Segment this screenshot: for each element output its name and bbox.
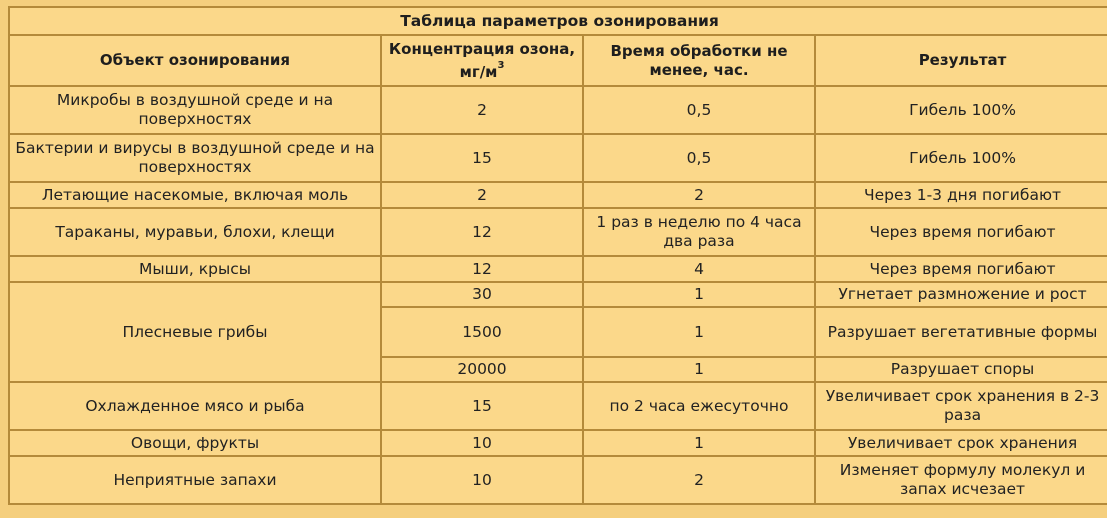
header-concentration [382, 36, 582, 85]
cell-object: Мыши, крысы [10, 257, 380, 281]
cell-result: Разрушает вегетативные формы [816, 308, 1107, 356]
header-result: Результат [816, 36, 1107, 85]
table-row [10, 209, 1107, 255]
cell-concentration: 1500 [382, 308, 582, 356]
cell-result: Увеличивает срок хранения в 2-3 раза [816, 383, 1107, 429]
table-row [10, 283, 1107, 306]
cell-concentration: 2 [382, 183, 582, 207]
cell-concentration: 12 [382, 209, 582, 255]
cell-result: Изменяет формулу молекул и запах исчезает [816, 457, 1107, 503]
table-row [10, 183, 1107, 207]
cell-object: Микробы в воздушной среде и на поверхностях [10, 87, 380, 133]
cell-time: 2 [584, 183, 814, 207]
cell-concentration: 10 [382, 457, 582, 503]
cell-object: Тараканы, муравьи, блохи, клещи [10, 209, 380, 255]
header-row [10, 36, 1107, 85]
header-time: Время обработки не менее, час. [584, 36, 814, 85]
cell-object: Бактерии и вирусы в воздушной среде и на поверхностях [10, 135, 380, 181]
cell-concentration: 30 [382, 283, 582, 306]
cell-time: по 2 часа ежесуточно [584, 383, 814, 429]
cell-concentration: 20000 [382, 358, 582, 381]
cell-concentration: 12 [382, 257, 582, 281]
cell-object: Охлажденное мясо и рыба [10, 383, 380, 429]
header-concentration-text: Концентрация озона, мг/м [388, 39, 576, 81]
cell-result: Через время погибают [816, 257, 1107, 281]
cell-time: 4 [584, 257, 814, 281]
table-row [10, 431, 1107, 455]
cell-time: 2 [584, 457, 814, 503]
cell-object: Овощи, фрукты [10, 431, 380, 455]
cell-time: 1 раз в неделю по 4 часа два раза [584, 209, 814, 255]
cell-time: 1 [584, 308, 814, 356]
cell-time: 1 [584, 431, 814, 455]
cell-object: Летающие насекомые, включая моль [10, 183, 380, 207]
table-row [10, 87, 1107, 133]
table-row [10, 457, 1107, 503]
cell-time: 1 [584, 283, 814, 306]
cell-result: Через 1-3 дня погибают [816, 183, 1107, 207]
cell-concentration: 2 [382, 87, 582, 133]
ozonation-parameters-table [8, 6, 1107, 505]
cell-result: Гибель 100% [816, 135, 1107, 181]
cell-concentration: 15 [382, 135, 582, 181]
cell-result: Увеличивает срок хранения [816, 431, 1107, 455]
cell-result: Разрушает споры [816, 358, 1107, 381]
header-object: Объект озонирования [10, 36, 380, 85]
cell-time: 0,5 [584, 135, 814, 181]
cell-object: Плесневые грибы [10, 283, 380, 381]
cell-object: Неприятные запахи [10, 457, 380, 503]
cell-concentration: 15 [382, 383, 582, 429]
cell-result: Через время погибают [816, 209, 1107, 255]
table-row [10, 383, 1107, 429]
cell-time: 0,5 [584, 87, 814, 133]
table-row [10, 257, 1107, 281]
table-row [10, 135, 1107, 181]
cell-time: 1 [584, 358, 814, 381]
cell-concentration: 10 [382, 431, 582, 455]
table-title: Таблица параметров озонирования [10, 8, 1107, 34]
cell-result: Угнетает размножение и рост [816, 283, 1107, 306]
header-concentration-sup: 3 [497, 59, 505, 71]
cell-result: Гибель 100% [816, 87, 1107, 133]
